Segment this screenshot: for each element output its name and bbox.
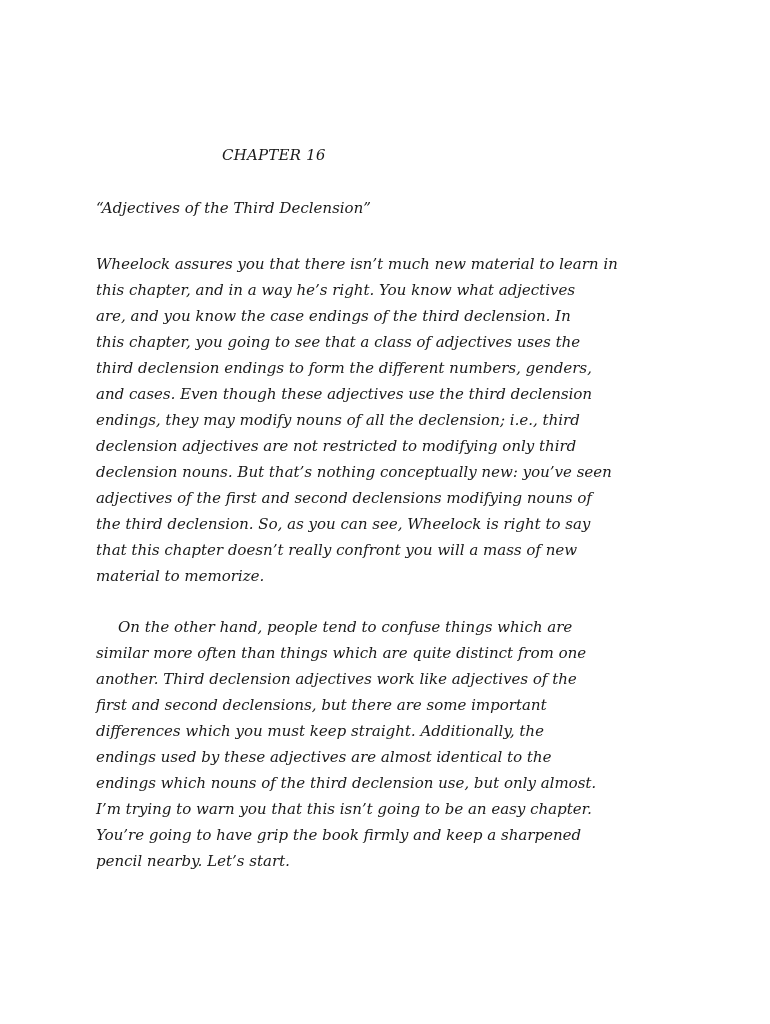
text-line: this chapter, you going to see that a class of adjectives uses the xyxy=(96,333,581,351)
text-line: I’m trying to warn you that this isn’t going to be an easy chapter. xyxy=(96,800,592,818)
text-line: first and second declensions, but there are some important xyxy=(96,696,547,714)
paragraph-2 xyxy=(96,614,597,874)
chapter-heading: CHAPTER 16 xyxy=(222,146,326,164)
text-line: endings, they may modify nouns of all the declension; i.e., third xyxy=(96,411,580,429)
text-line: Wheelock assures you that there isn’t much new material to learn in xyxy=(96,255,618,273)
text-line: another. Third declension adjectives work like adjectives of the xyxy=(96,670,577,688)
paragraph-1 xyxy=(96,251,618,589)
text-line: material to memorize. xyxy=(96,567,265,585)
text-line: On the other hand, people tend to confuse things which are xyxy=(118,618,573,636)
text-line: differences which you must keep straight. Additionally, the xyxy=(96,722,544,740)
text-line: adjectives of the first and second declensions modifying nouns of xyxy=(96,489,592,507)
text-line: pencil nearby. Let’s start. xyxy=(96,852,290,870)
text-line: third declension endings to form the different numbers, genders, xyxy=(96,359,592,377)
text-line: and cases. Even though these adjectives use the third declension xyxy=(96,385,593,403)
text-line: declension nouns. But that’s nothing conceptually new: you’ve seen xyxy=(96,463,612,481)
chapter-title: “Adjectives of the Third Declension” xyxy=(96,199,371,217)
text-line: are, and you know the case endings of the third declension. In xyxy=(96,307,571,325)
text-line: You’re going to have grip the book firmly and keep a sharpened xyxy=(96,826,582,844)
text-line: the third declension. So, as you can see, Wheelock is right to say xyxy=(96,515,591,533)
text-line: similar more often than things which are quite distinct from one xyxy=(96,644,587,662)
text-line: endings which nouns of the third declension use, but only almost. xyxy=(96,774,597,792)
text-line: declension adjectives are not restricted to modifying only third xyxy=(96,437,577,455)
text-line: that this chapter doesn’t really confront you will a mass of new xyxy=(96,541,578,559)
text-line: endings used by these adjectives are almost identical to the xyxy=(96,748,552,766)
text-line: this chapter, and in a way he’s right. You know what adjectives xyxy=(96,281,576,299)
